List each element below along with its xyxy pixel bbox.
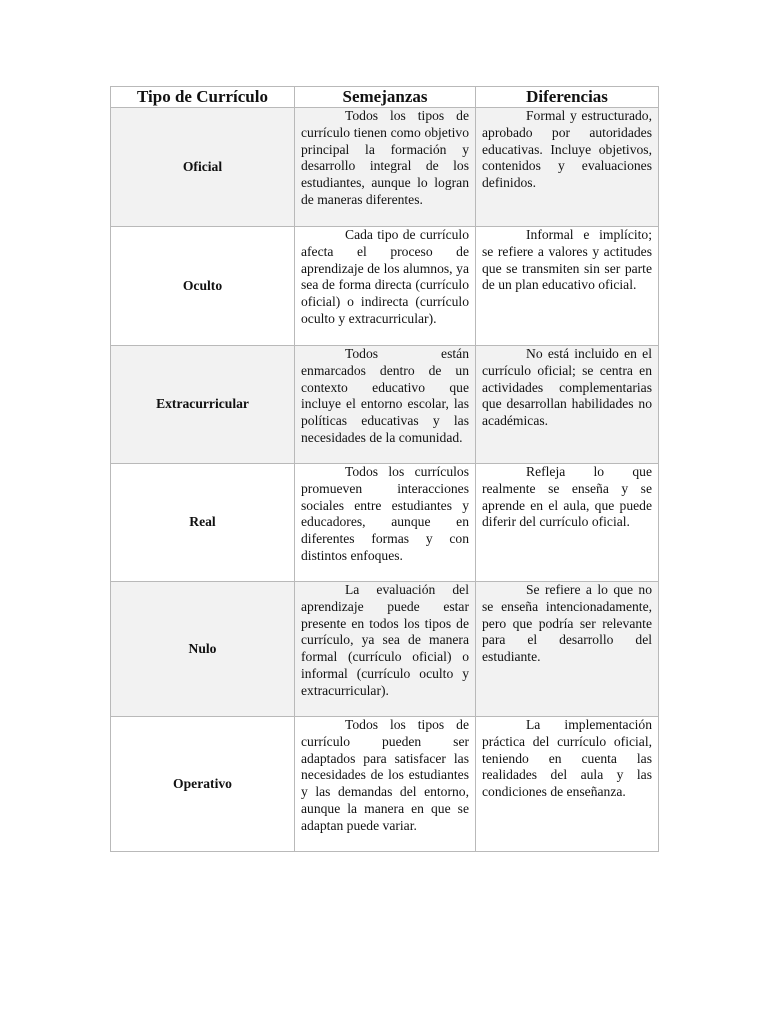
curriculum-type: Nulo xyxy=(111,582,295,717)
table-row xyxy=(111,346,659,464)
table-row xyxy=(111,108,659,227)
header-type: Tipo de Currículo xyxy=(111,87,295,108)
similarities-text: Cada tipo de currículo afecta el proceso de aprendizaje de los alumnos, ya sea de forma directa (currículo oficial) o indirecta (currículo oculto y extracurricular). xyxy=(295,227,476,346)
curriculum-type: Oficial xyxy=(111,108,295,227)
differences-text: La implementación práctica del currículo oficial, teniendo en cuenta las realidades del aula y las condiciones de enseñanza. xyxy=(476,717,659,852)
table-row xyxy=(111,717,659,852)
similarities-text: Todos los currículos promueven interacciones sociales entre estudiantes y educadores, aunque en diferentes formas y con distintos enfoques. xyxy=(295,464,476,582)
similarities-text: Todos los tipos de currículo pueden ser adaptados para satisfacer las necesidades de los estudiantes y las demandas del entorno, aunque la manera en que se adaptan puede variar. xyxy=(295,717,476,852)
differences-text: Informal e implícito; se refiere a valores y actitudes que se transmiten sin ser parte de un plan educativo oficial. xyxy=(476,227,659,346)
differences-text: No está incluido en el currículo oficial; se centra en actividades complementarias que desarrollan habilidades no académicas. xyxy=(476,346,659,464)
curriculum-type: Operativo xyxy=(111,717,295,852)
table-row xyxy=(111,582,659,717)
differences-text: Refleja lo que realmente se enseña y se aprende en el aula, que puede diferir del currículo oficial. xyxy=(476,464,659,582)
curriculum-type: Oculto xyxy=(111,227,295,346)
similarities-text: La evaluación del aprendizaje puede estar presente en todos los tipos de currículo, ya sea de manera formal (currículo oficial) o informal (currículo oculto y extracurricular). xyxy=(295,582,476,717)
curriculum-type: Extracurricular xyxy=(111,346,295,464)
header-differences: Diferencias xyxy=(476,87,659,108)
differences-text: Formal y estructurado, aprobado por autoridades educativas. Incluye objetivos, contenidos y evaluaciones definidos. xyxy=(476,108,659,227)
header-similarities: Semejanzas xyxy=(295,87,476,108)
table-row xyxy=(111,227,659,346)
table-header-row xyxy=(111,87,659,108)
curriculum-type: Real xyxy=(111,464,295,582)
similarities-text: Todos los tipos de currículo tienen como objetivo principal la formación y desarrollo integral de los estudiantes, aunque lo logran de maneras diferentes. xyxy=(295,108,476,227)
similarities-text: Todos están enmarcados dentro de un contexto educativo que incluye el entorno escolar, las políticas educativas y las necesidades de la comunidad. xyxy=(295,346,476,464)
differences-text: Se refiere a lo que no se enseña intencionadamente, pero que podría ser relevante para el desarrollo del estudiante. xyxy=(476,582,659,717)
table-row xyxy=(111,464,659,582)
curriculum-comparison-table xyxy=(110,86,659,852)
